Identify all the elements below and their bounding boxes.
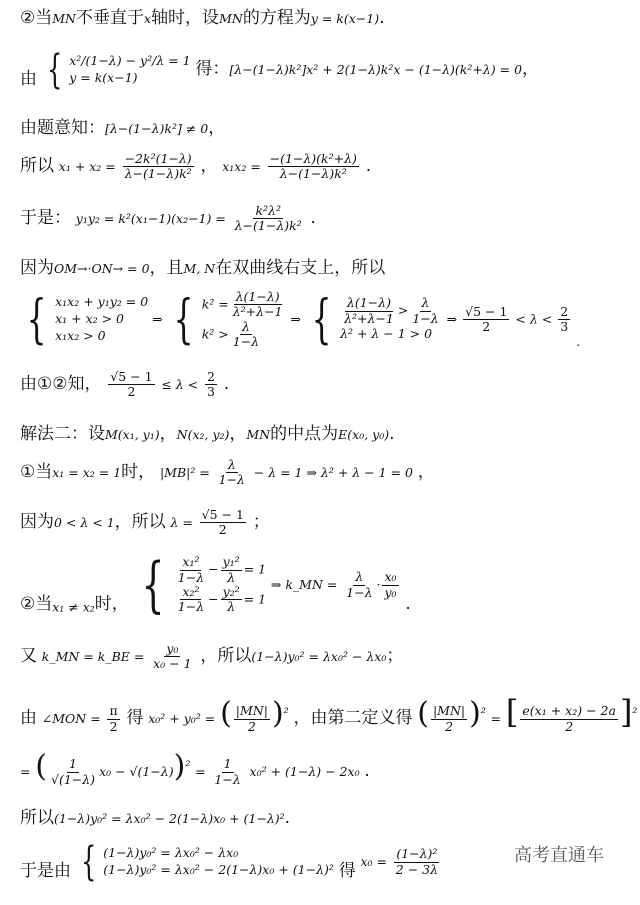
sys-row: $\frac{\text{x₂²}}{1-\lambda}$ − $\frac{\text{y₂²}}{\lambda}$ = 1: [177, 584, 267, 615]
math: − λ = 1 ⇒ λ² + λ − 1 = 0: [253, 464, 413, 480]
text: 解法二：设: [20, 424, 105, 444]
line-3: [20, 118, 225, 139]
math: =: [195, 764, 206, 779]
text: 所以: [20, 155, 54, 176]
text: 的中点为: [270, 424, 339, 444]
math: x₁ = x₂ = 1: [52, 464, 122, 480]
math: ²: [283, 705, 289, 720]
text: 不垂直于: [76, 8, 144, 28]
text: ；: [386, 645, 404, 666]
fraction: $\frac{\lambda}{1-\lambda}$: [218, 457, 245, 488]
fraction: $\frac{2}{3}$: [560, 303, 569, 335]
fraction: $\frac{\text{(1−λ)²}}{2 - 3\lambda}$: [395, 846, 439, 877]
text: ，: [229, 424, 247, 444]
text: ，且: [149, 258, 184, 278]
text: ，: [159, 424, 177, 444]
math: y₁y₂ = k²(x₁−1)(x₂−1) =: [75, 210, 226, 226]
math: [λ−(1−λ)k²]x² + 2(1−λ)k²x − (1−λ)(k²+λ) = 0: [229, 62, 523, 77]
sys-row: x₁ + x₂ > 0: [55, 311, 125, 327]
sys-row: $\frac{\text{x₁²}}{1-\lambda}$ − $\frac{\text{y₁²}}{\lambda}$ = 1: [177, 554, 267, 585]
math: (1−λ)y₀² = λx₀² − λx₀: [251, 648, 387, 664]
sys-row: k² = $\frac{\lambda(1-\lambda)}{\text{λ²+λ−1}}$: [201, 289, 283, 320]
line-11: [20, 508, 270, 538]
text: 因为: [20, 511, 54, 532]
arrow: ⇒: [446, 311, 458, 327]
math: x₀² + (1−λ) − 2x₀: [249, 764, 360, 779]
fraction: $\frac{\pi}{2}$: [109, 703, 118, 734]
math: =: [490, 711, 502, 726]
math: |MB|² =: [159, 464, 210, 480]
math: ²: [632, 705, 638, 720]
text: ；: [252, 511, 270, 532]
text: .: [310, 207, 316, 228]
math: < λ <: [515, 311, 553, 327]
math: E(x₀, y₀): [338, 427, 390, 442]
math: ²: [480, 705, 486, 720]
fraction: $\frac{\text{y₀}}{\text{x₀ − 1}}$: [153, 641, 192, 672]
math: M, N: [183, 261, 216, 276]
sys-row: (1−λ)y₀² = λx₀² − 2(1−λ)x₀ + (1−λ)²: [103, 862, 334, 877]
line-17: [20, 839, 442, 885]
math: (1−λ)y₀² = λx₀² − 2(1−λ)x₀ + (1−λ)²: [54, 811, 285, 826]
math: x₁ ≠ x₂: [52, 599, 95, 615]
text: ②当: [20, 8, 53, 28]
math: x₁x₂ =: [222, 158, 261, 174]
line-5: [20, 204, 316, 234]
text: .: [389, 424, 395, 444]
sys-row: (1−λ)y₀² = λx₀² − λx₀: [103, 845, 239, 861]
math: =: [20, 764, 31, 779]
text: ，: [522, 59, 540, 79]
math: x₀ =: [360, 854, 387, 869]
line-9: [20, 424, 395, 445]
fraction: $\frac{\text{x₀}}{\text{y₀}}$: [384, 569, 397, 600]
fraction: $\frac{2}{3}$: [206, 369, 215, 400]
equation-system: { x₁x₂ + y₁y₂ = 0 x₁ + x₂ > 0 x₁x₂ > 0: [26, 289, 149, 350]
fraction: $\frac{1}{1-\lambda}$: [214, 756, 241, 787]
fraction: $\frac{\text{−(1−λ)(k²+λ)}}{\text{λ−(1−λ)k²}}$: [269, 151, 357, 182]
text: 在双曲线右支上，所以: [215, 258, 386, 278]
text: 时，: [94, 593, 129, 614]
math: ≤ λ <: [161, 376, 199, 392]
text: ，: [208, 118, 226, 138]
sys-row: y = k(x−1): [69, 70, 138, 85]
fraction: $\frac{\text{e(x₁ + x₂) − 2a}}{2}$: [522, 703, 616, 734]
text: .: [379, 8, 385, 28]
math: MN: [219, 11, 243, 26]
text: ①当: [20, 461, 53, 482]
line-15: = ( $\frac{1}{√(1-\lambda)}$ x₀ − √(1−λ))$^{^2}$ = $\frac{1}{1-\lambda}$ x₀² + (1−λ) − 2x₀ .: [20, 749, 370, 787]
math: k_MN = k_BE =: [41, 648, 145, 664]
fraction: $\frac{√5 - 1}{2}$: [110, 369, 153, 400]
text: ，所以: [114, 511, 166, 532]
text: 得: [338, 860, 356, 881]
text: 由①②知，: [20, 373, 102, 394]
line-7: [20, 290, 580, 350]
math: λ =: [170, 514, 193, 530]
text: ，: [200, 155, 218, 176]
math: y = k(x−1): [310, 11, 380, 26]
equation-system: { $\frac{\text{x₁²}}{1-\lambda}$ − $\frac{\text{y₁²}}{\lambda}$ = 1 $\frac{\text{x₂²}}{1-\lambda}$ − $\frac{\text{y₂²}}{\lambda}$ = 1: [141, 550, 267, 620]
text: 轴时，设: [151, 8, 220, 28]
math: [λ−(1−λ)k²] ≠ 0: [105, 121, 209, 136]
sys-row: x²/(1−λ) − y²/λ = 1: [69, 53, 191, 69]
fraction: $\frac{1}{√(1-\lambda)}$: [50, 756, 96, 787]
equation-system: { x²/(1−λ) − y²/λ = 1 y = k(x−1): [46, 47, 191, 93]
fraction: $\frac{√5 - 1}{2}$: [465, 303, 508, 335]
line-6: [20, 258, 385, 279]
text: 于是由: [20, 860, 71, 881]
text: .: [405, 593, 411, 614]
text: 因为: [20, 258, 54, 278]
line-4: [20, 152, 371, 182]
sys-row: λ² + λ − 1 > 0: [340, 326, 433, 342]
math: ∠MON =: [41, 711, 101, 726]
text: 由: [20, 708, 37, 728]
line-12: [20, 550, 411, 620]
text: .: [284, 808, 291, 828]
math: ²: [185, 758, 191, 773]
text: 得: [126, 708, 144, 728]
fraction: $\frac{|MN|}{2}$: [235, 703, 268, 734]
text: 又: [20, 645, 37, 666]
line-14: 由 ∠MON = $\frac{\pi}{2}$ 得 x₀² + y₀² = ( $\frac{|MN|}{2}$ )$^{^2}$ ，由第二定义得 ( $\frac{|MN|}{2}$ )$^{^2}$ = [ $\frac{\text{e(x₁ + x₂) − 2a}}{2}$ ]$^{^2}$: [20, 693, 638, 734]
sys-row: x₁x₂ > 0: [55, 328, 106, 344]
math: x₀² + y₀² =: [148, 711, 216, 726]
fraction: $\frac{|MN|}{2}$: [432, 703, 466, 734]
text: 由题意知：: [20, 118, 105, 138]
text: ②当: [20, 593, 53, 614]
math: ⇒ k_MN =: [270, 577, 338, 592]
math: OM→·ON→ = 0: [54, 261, 150, 276]
sys-row: $\frac{\lambda(1-\lambda)}{\text{λ²+λ−1}}$ > $\frac{\lambda}{1-\lambda}$: [344, 295, 439, 326]
math: x₀ − √(1−λ): [99, 764, 174, 779]
fraction: $\frac{\text{k²λ²}}{\text{λ−(1−λ)k²}}$: [234, 203, 302, 234]
arrow: ⇒: [290, 311, 301, 327]
sys-row: x₁x₂ + y₁y₂ = 0: [55, 294, 149, 310]
equation-system: { (1−λ)y₀² = λx₀² − λx₀ (1−λ)y₀² = λx₀² − 2(1−λ)x₀ + (1−λ)²: [80, 839, 334, 885]
text: .: [576, 333, 581, 349]
line-8: [20, 370, 229, 400]
text: .: [364, 761, 370, 781]
sys-row: k² > $\frac{\lambda}{1-\lambda}$: [201, 318, 260, 350]
math: x₁ + x₂ =: [58, 158, 116, 174]
math: ·: [376, 577, 381, 592]
text: ，所以: [200, 645, 252, 666]
line-2: [20, 47, 540, 93]
math: MN: [246, 427, 271, 442]
line-10: [20, 458, 435, 488]
arrow: ⇒: [152, 311, 163, 327]
fraction: $\frac{\lambda}{1-\lambda}$: [346, 569, 373, 600]
equation-system: { k² = $\frac{\lambda(1-\lambda)}{\text{λ²+λ−1}}$ k² > $\frac{\lambda}{1-\lambda}$: [167, 290, 287, 350]
text: ，: [417, 461, 435, 482]
text: 时，: [121, 461, 156, 482]
text: ，由第二定义得: [293, 708, 413, 728]
fraction: $\frac{\text{−2k²(1−λ)}}{\text{λ−(1−λ)k²}}$: [124, 151, 192, 182]
fraction: $\frac{√5 - 1}{2}$: [201, 507, 244, 538]
text: .: [223, 373, 230, 394]
line-13: [20, 642, 403, 672]
text: 于是：: [20, 207, 71, 228]
text: .: [365, 155, 372, 176]
math: M(x₁, y₁): [105, 427, 160, 442]
line-16: [20, 808, 290, 829]
text: 由: [20, 68, 37, 89]
math: x: [144, 11, 152, 26]
text: 得：: [195, 59, 230, 79]
watermark: 高考直通车: [514, 845, 604, 866]
text: 的方程为: [242, 8, 311, 28]
math: N(x₂, y₂): [176, 427, 230, 442]
line-1: [20, 8, 385, 29]
text: 所以: [20, 808, 54, 828]
equation-system: { $\frac{\lambda(1-\lambda)}{\text{λ²+λ−1}}$ > $\frac{\lambda}{1-\lambda}$ λ² + λ − 1 > 0: [305, 294, 443, 346]
math: MN: [52, 11, 76, 26]
math: 0 < λ < 1: [54, 514, 115, 530]
